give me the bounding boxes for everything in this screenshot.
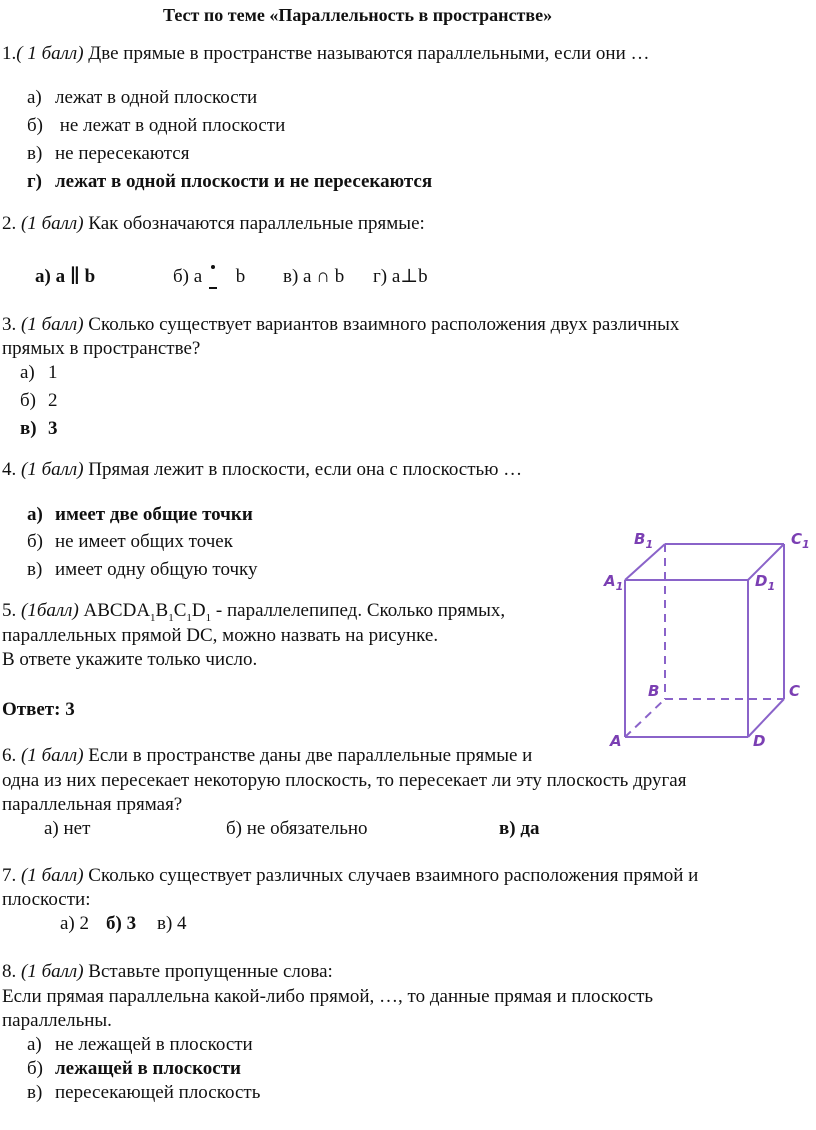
option-text: имеет две общие точки: [55, 504, 253, 525]
question-points: (1 балл): [21, 961, 84, 982]
option-letter: б): [20, 390, 36, 411]
question-text: Как обозначаются параллельные прямые:: [83, 213, 425, 234]
q3-option-b[interactable]: [20, 391, 58, 412]
question-number: 7.: [2, 865, 21, 886]
question-points: (1 балл): [21, 745, 84, 766]
option-letter: б): [27, 531, 43, 552]
option-letter: б): [27, 1058, 43, 1079]
q4-option-v[interactable]: [27, 560, 257, 581]
option-text: b: [235, 266, 246, 287]
question-number: 8.: [2, 961, 21, 982]
q1-option-a[interactable]: [27, 88, 257, 109]
q1-option-b[interactable]: [27, 116, 285, 137]
q8-option-b[interactable]: [27, 1059, 241, 1080]
question-text: ABCDA: [78, 600, 151, 621]
question-number: 1.: [2, 43, 17, 64]
edge-a-b-hidden: [625, 699, 665, 737]
question-points: (1 балл): [21, 314, 84, 335]
question-points: ( 1 балл): [16, 43, 84, 64]
question-7: [2, 866, 698, 887]
question-text: Две прямые в пространстве называются параллельными, если они …: [83, 43, 650, 64]
option-letter: в): [27, 143, 43, 164]
question-6: [2, 746, 532, 767]
option-letter: в): [27, 1082, 43, 1103]
question-8-continued-2: параллельны.: [2, 1010, 112, 1031]
option-text: не пересекаются: [55, 143, 190, 164]
q4-option-b[interactable]: [27, 532, 233, 553]
option-letter: а): [20, 362, 35, 383]
option-text: не лежат в одной плоскости: [55, 115, 286, 136]
option-letter: г): [27, 171, 42, 192]
question-8: [2, 962, 333, 983]
question-text: C: [173, 600, 187, 621]
q5-answer: Ответ: 3: [2, 699, 75, 720]
option-text: б) a: [173, 266, 203, 287]
question-8-continued: Если прямая параллельна какой-либо прямой, …, то данные прямая и плоскость: [2, 986, 654, 1007]
question-points: (1 балл): [21, 865, 84, 886]
vertex-label-c: C: [789, 682, 801, 700]
q7-option-v[interactable]: в) 4: [157, 913, 187, 934]
option-text: лежат в одной плоскости и не пересекаются: [55, 171, 433, 192]
q1-option-v[interactable]: [27, 144, 189, 165]
option-text: не имеет общих точек: [55, 531, 233, 552]
q3-option-v[interactable]: [20, 419, 58, 440]
question-3: [2, 315, 679, 336]
question-text: Сколько существует различных случаев взаимного расположения прямой и: [83, 865, 699, 886]
question-5-continued: параллельных прямой DC, можно назвать на рисунке.: [2, 625, 439, 646]
q8-option-a[interactable]: [27, 1035, 253, 1056]
question-text: Сколько существует вариантов взаимного расположения двух различных: [83, 314, 680, 335]
subscript: 1: [168, 611, 174, 624]
question-number: 4.: [2, 459, 21, 480]
option-text: 2: [48, 390, 58, 411]
option-text: не лежащей в плоскости: [55, 1034, 253, 1055]
q6-option-b[interactable]: б) не обязательно: [226, 818, 368, 839]
parallelepiped-figure: [598, 524, 816, 754]
question-7-continued: плоскости:: [2, 889, 91, 910]
vertex-label-b: B: [648, 682, 660, 700]
question-number: 2.: [2, 213, 21, 234]
option-text: имеет одну общую точку: [55, 559, 258, 580]
question-1: [2, 44, 650, 65]
q6-option-v[interactable]: в) да: [499, 818, 540, 839]
question-number: 6.: [2, 745, 21, 766]
question-2: [2, 214, 425, 235]
vertex-label-b1: $B_1$: [634, 530, 654, 551]
q1-option-g[interactable]: [27, 172, 432, 193]
option-text: 3: [48, 418, 58, 439]
q7-option-b[interactable]: б) 3: [106, 913, 137, 934]
option-letter: в): [27, 559, 43, 580]
question-text: Вставьте пропущенные слова:: [83, 961, 333, 982]
q2-option-v[interactable]: в) a ∩ b: [283, 266, 345, 287]
vertex-label-c1: $C_1$: [791, 530, 810, 551]
question-points: (1 балл): [21, 213, 84, 234]
q2-option-a[interactable]: а) a ∥ b: [35, 266, 96, 287]
option-letter: в): [20, 418, 37, 439]
question-points: (1балл): [21, 600, 79, 621]
question-text: B: [155, 600, 169, 621]
option-letter: а): [27, 504, 43, 525]
vertex-label-a: A: [610, 732, 622, 750]
option-letter: а): [27, 1034, 42, 1055]
q6-option-a[interactable]: а) нет: [44, 818, 91, 839]
q8-option-v[interactable]: [27, 1083, 260, 1104]
question-number: 3.: [2, 314, 21, 335]
page-title: Тест по теме «Параллельность в пространстве»: [163, 5, 553, 25]
question-6-continued-2: параллельная прямая?: [2, 794, 183, 815]
q3-option-a[interactable]: [20, 363, 58, 384]
subscript: 1: [205, 611, 212, 624]
subscript: 1: [150, 611, 156, 624]
option-text: 1: [48, 362, 58, 383]
q2-option-b[interactable]: [173, 267, 245, 288]
question-5: [2, 601, 505, 624]
question-number: 5.: [2, 600, 21, 621]
option-text: лежащей в плоскости: [55, 1058, 242, 1079]
question-4: [2, 460, 522, 481]
vertex-label-d1: $D_1$: [755, 572, 776, 593]
q4-option-a[interactable]: [27, 505, 253, 526]
option-letter: б): [27, 115, 43, 136]
question-text: - параллелепипед. Сколько прямых,: [211, 600, 506, 621]
vertex-label-d: D: [753, 732, 766, 750]
question-text: Прямая лежит в плоскости, если она с плоскостью …: [83, 459, 523, 480]
question-points: (1 балл): [21, 459, 84, 480]
question-3-continued: прямых в пространстве?: [2, 338, 201, 359]
question-text: D: [191, 600, 206, 621]
parallel-dot-symbol: [207, 269, 221, 287]
question-text: Если в пространстве даны две параллельные прямые и: [83, 745, 533, 766]
option-letter: а): [27, 87, 42, 108]
option-text: лежат в одной плоскости: [55, 87, 258, 108]
q2-option-g[interactable]: г) a⊥b: [373, 266, 428, 287]
q7-option-a[interactable]: а) 2: [60, 913, 90, 934]
question-5-instruction: В ответе укажите только число.: [2, 649, 258, 670]
vertex-label-a1: $A_1$: [604, 572, 624, 593]
option-text: пересекающей плоскость: [55, 1082, 261, 1103]
subscript: 1: [186, 611, 192, 624]
question-6-continued: одна из них пересекает некоторую плоскость, то пересекает ли эту плоскость другая: [2, 770, 687, 791]
